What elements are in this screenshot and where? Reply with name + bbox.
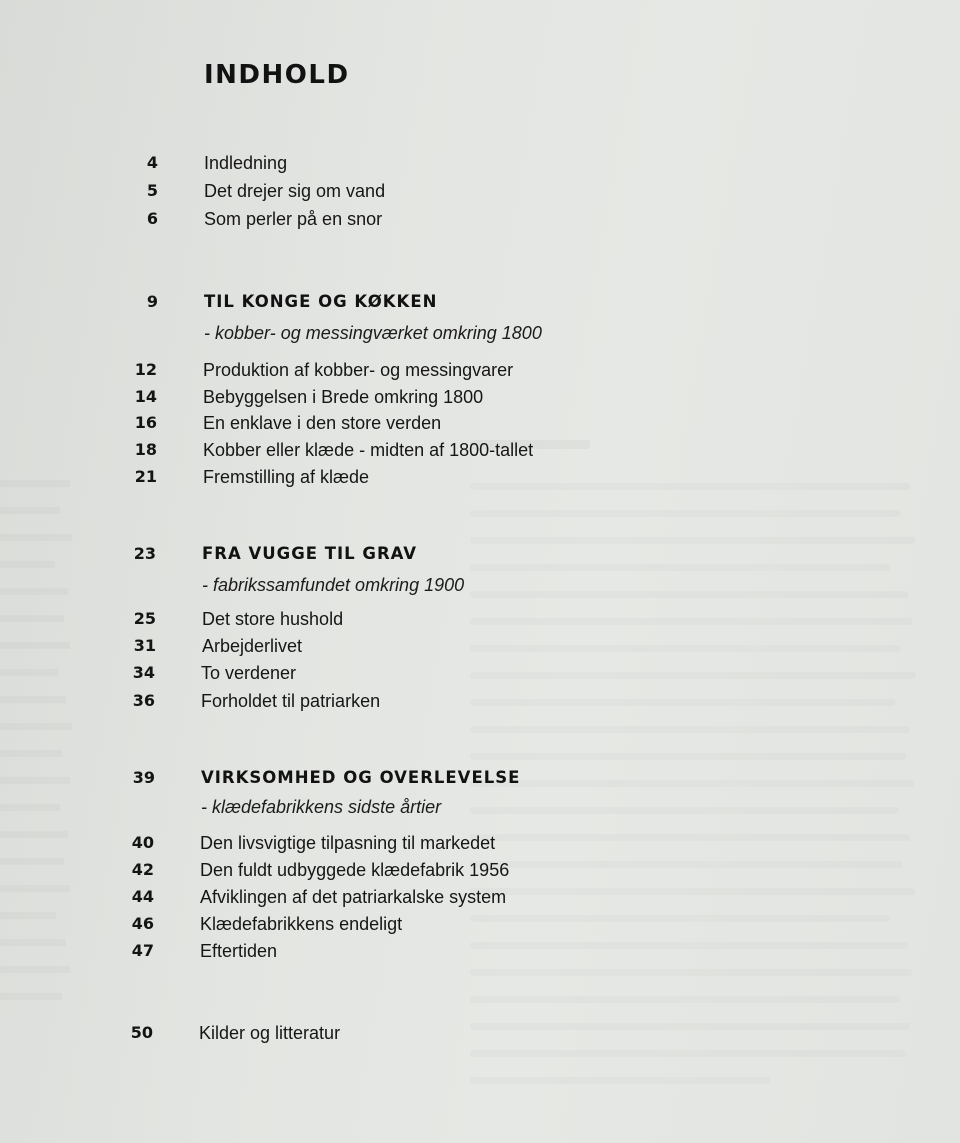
page-number: 25 [133,609,156,628]
page-number: 44 [131,887,154,906]
section-heading[interactable] [0,766,960,790]
page-title: INDHOLD [204,60,350,90]
section-subtitle-row [0,795,960,819]
page-number: 34 [132,663,155,682]
page-number: 9 [146,292,158,311]
entry-label: Arbejderlivet [202,636,303,656]
toc-entry[interactable] [0,411,960,435]
page-number: 16 [134,413,157,432]
page-number: 50 [130,1023,153,1042]
toc-entry[interactable] [0,358,960,382]
entry-label: Den livsvigtige tilpasning til markedet [200,833,496,853]
toc-entry[interactable] [0,858,960,882]
toc-entry[interactable] [0,438,960,462]
page-number: 5 [146,181,158,200]
toc-entry[interactable] [0,831,960,855]
toc-entry[interactable] [0,885,960,909]
section-subtitle: - klædefabrikkens sidste årtier [201,797,442,817]
entry-label: Indledning [204,153,288,173]
entry-label: Forholdet til patriarken [201,691,381,711]
section-title: TIL KONGE OG KØKKEN [204,292,438,311]
entry-label: Kilder og litteratur [199,1023,341,1043]
page-number: 23 [133,544,156,563]
section-heading[interactable] [0,542,960,566]
page-number: 6 [146,209,158,228]
section-subtitle: - fabrikssamfundet omkring 1900 [202,575,465,595]
section-subtitle-row [0,321,960,345]
toc-entry[interactable] [0,151,960,175]
page-number: 47 [131,941,154,960]
toc-entry[interactable] [0,661,960,685]
page-number: 46 [131,914,154,933]
toc-entry[interactable] [0,465,960,489]
entry-label: Produktion af kobber- og messingvarer [203,360,514,380]
toc-entry[interactable] [0,912,960,936]
toc-entry[interactable] [0,689,960,713]
page-number: 40 [131,833,154,852]
toc-entry[interactable] [0,634,960,658]
entry-label: Den fuldt udbyggede klædefabrik 1956 [200,860,510,880]
section-title: FRA VUGGE TIL GRAV [202,544,418,563]
entry-label: Afviklingen af det patriarkalske system [200,887,507,907]
entry-label: Bebyggelsen i Brede omkring 1800 [203,387,484,407]
entry-label: Eftertiden [200,941,278,961]
toc-entry[interactable] [0,207,960,231]
page-number: 14 [134,387,157,406]
page-number: 42 [131,860,154,879]
page-number: 4 [146,153,158,172]
section-subtitle-row [0,573,960,597]
page-number: 18 [134,440,157,459]
toc-entry[interactable] [0,607,960,631]
section-title: VIRKSOMHED OG OVERLEVELSE [201,768,521,787]
toc-entry[interactable] [0,385,960,409]
entry-label: Det store hushold [202,609,344,629]
page-number: 31 [133,636,156,655]
section-subtitle: - kobber- og messingværket omkring 1800 [204,323,542,343]
page-number: 36 [132,691,155,710]
section-heading[interactable] [0,290,960,314]
entry-label: Kobber eller klæde - midten af 1800-tallet [203,440,534,460]
toc-entry-sources[interactable] [0,1021,960,1045]
entry-label: En enklave i den store verden [203,413,442,433]
toc-entry[interactable] [0,939,960,963]
entry-label: To verdener [201,663,297,683]
page-number: 12 [134,360,157,379]
entry-label: Fremstilling af klæde [203,467,370,487]
entry-label: Klædefabrikkens endeligt [200,914,403,934]
toc-entry[interactable] [0,179,960,203]
page-number: 21 [134,467,157,486]
entry-label: Det drejer sig om vand [204,181,386,201]
page-number: 39 [132,768,155,787]
entry-label: Som perler på en snor [204,209,383,229]
